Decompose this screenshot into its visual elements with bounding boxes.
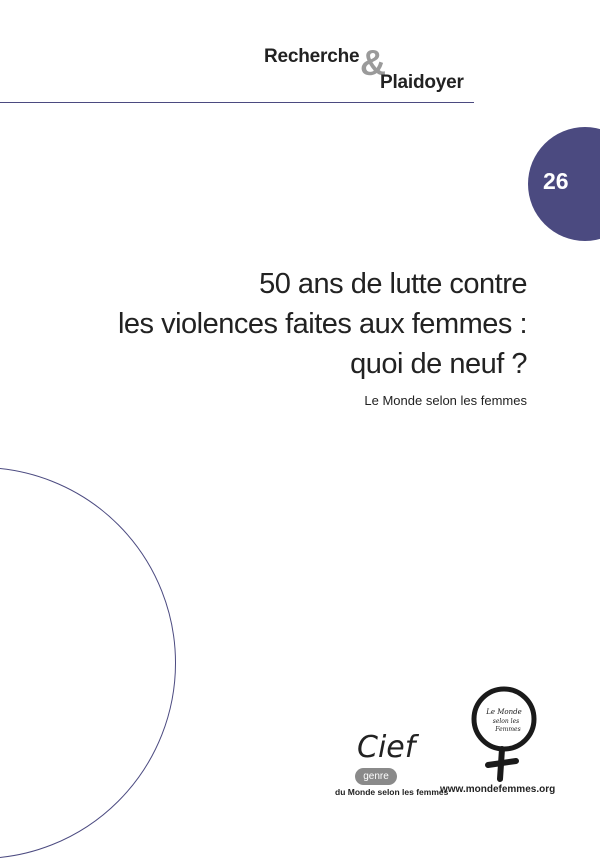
cief-genre-badge: genre bbox=[355, 768, 397, 785]
logo-text-line-1: Le Monde bbox=[486, 708, 522, 716]
logo-text-line-2: selon les bbox=[492, 718, 520, 725]
series-word-plaidoyer: Plaidoyer bbox=[380, 72, 464, 93]
title-line-2: les violences faites aux femmes : bbox=[117, 308, 527, 340]
series-ampersand: & bbox=[360, 42, 386, 83]
logo-text-line-3: Femmes bbox=[495, 726, 521, 733]
author: Le Monde selon les femmes bbox=[364, 393, 527, 408]
venus-symbol-icon bbox=[462, 683, 544, 783]
issue-number: 26 bbox=[543, 168, 569, 194]
series-title bbox=[264, 44, 484, 96]
issue-number-badge bbox=[528, 127, 600, 241]
website-link[interactable]: www.mondefemmes.org bbox=[440, 784, 556, 795]
document-title bbox=[118, 264, 527, 384]
monde-selon-les-femmes-logo bbox=[462, 683, 544, 783]
header-rule bbox=[0, 102, 474, 103]
cief-caption: du Monde selon les femmes bbox=[335, 787, 449, 797]
series-word-recherche: Recherche bbox=[264, 46, 360, 67]
title-line-3: quoi de neuf ? bbox=[350, 348, 527, 380]
cief-logo bbox=[335, 730, 449, 800]
cief-wordmark: Cief bbox=[357, 730, 416, 765]
title-line-1: 50 ans de lutte contre bbox=[259, 268, 527, 300]
decorative-circle bbox=[0, 467, 176, 859]
